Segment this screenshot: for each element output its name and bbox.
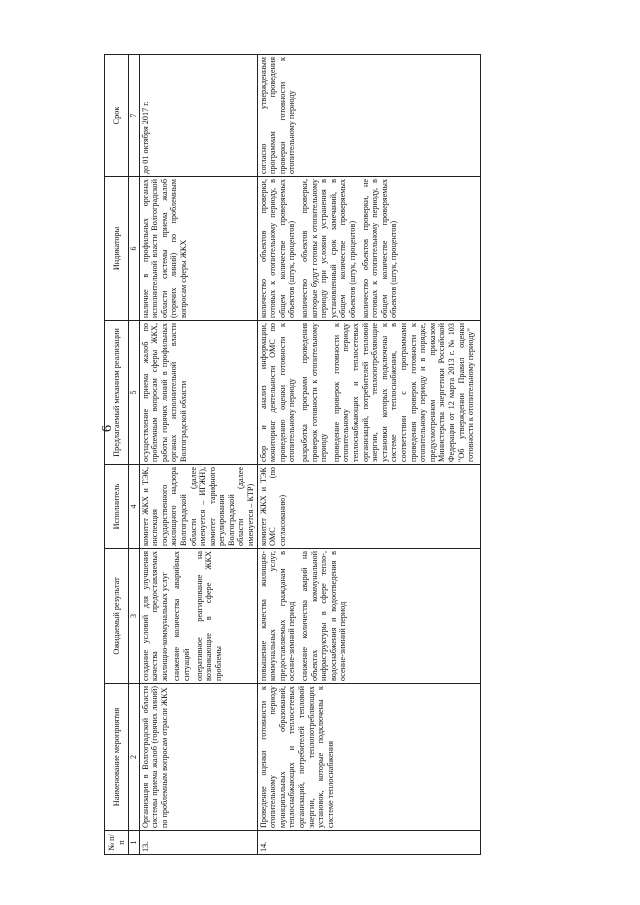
result-item: снижение количества аварий на объектах коммунальной инфраструктуры в сфере тепло-, водоснабжения и водоотведения в осенне-зимний период (300, 551, 348, 681)
rotated-table-area (104, 55, 640, 855)
row-number: 14. (257, 831, 480, 855)
column-number: 5 (129, 321, 139, 465)
mechanism-item: проведение проверок готовности к отопительному периоду теплоснабжающих и теплосетевых организаций, потребителей тепловой энергии, теплопотребляющие установки которых подключены к системе теплоснабжения, в соответствии с программами проведения проверок готовности к отопительному периоду и в порядке, предусмотренном приказом Министерства энергетики Российской Федерации от 12 марта 2013 г. № 103 "Об утверждении Правил оценки готовности к отопительному периоду" (331, 323, 476, 462)
result-item: создание условий для улучшения качества предоставляемых жилищно-коммунальных услуг (140, 551, 169, 681)
table-row-13 (139, 55, 257, 855)
column-number-row (129, 55, 139, 855)
indicators (257, 177, 480, 321)
column-number: 4 (129, 465, 139, 549)
header-result: Ожидаемый результат (105, 549, 129, 684)
column-number: 7 (129, 55, 139, 177)
mechanism-item: осуществление приема жалоб по проблемным вопросам сферы ЖКХ, работы горячих линий в профильных органах исполнительной власти Волгоградской области (140, 323, 188, 462)
indicator-item: количество объектов проверки, готовых к отопительному периоду, в общем количестве проверяемых объектов (штук, процентов) (258, 179, 297, 318)
expected-result (257, 549, 480, 684)
result-item: снижение количества аварийных ситуаций (172, 551, 191, 681)
executor: комитет ЖКХ и ТЭК, инспекция государственного жилищного надзора Волгоградской области (далее именуется – ИГЖН), комитет тарифного регулирования Волгоградской области (далее именуется – КТР) (139, 465, 257, 549)
measures-table (104, 54, 481, 855)
header-row (105, 55, 129, 855)
measure-name: Организация в Волгоградской области системы приема жалоб (горячих линий) по проблемным вопросам отрасли ЖКХ (139, 684, 257, 831)
indicator-item: количество объектов проверки, которые будут готовы к отопительному периоду при условии устранения в установленный срок замечаний, в общем количестве проверяемых объектов (штук, процентов) (300, 179, 358, 318)
header-indicators: Индикаторы (105, 177, 129, 321)
header-name: Наименование мероприятия (105, 684, 129, 831)
result-item: повышение качества жилищно-коммунальных услуг, предоставляемых гражданам в осенне-зимний период (258, 551, 297, 681)
measure-name: Проведение оценки готовности к отопительному периоду муниципальных образований, теплоснабжающих и теплосетевых организаций, потребителей тепловой энергии, теплопотребляющих установок, которые подключены к системе теплоснабжения (257, 684, 480, 831)
deadline: согласно утвержденным программам проведения проверки готовности к отопительному периоду (257, 55, 480, 177)
header-mechanism: Предлагаемый механизм реализации (105, 321, 129, 465)
mechanism-item: разработка программ проведения проверок готовности к отопительному периоду (300, 323, 329, 462)
deadline: до 01 октября 2017 г. (139, 55, 257, 177)
executor: комитет ЖКХ и ТЭК ОМС (по согласованию) (257, 465, 480, 549)
row-number: 13. (139, 831, 257, 855)
header-deadline: Срок (105, 55, 129, 177)
mechanism (257, 321, 480, 465)
page-number: 6 (100, 425, 115, 432)
column-number: 3 (129, 549, 139, 684)
table-row-14 (257, 55, 480, 855)
result-item: оперативное реагирование на возникающие в сфере ЖКХ проблемы (194, 551, 223, 681)
indicators (139, 177, 257, 321)
column-number: 1 (129, 831, 139, 855)
indicator-item: наличие в профильных органах исполнительной власти Волгоградской области системы приема жалоб (горячих линий) по проблемным вопросам сферы ЖКХ (140, 179, 188, 318)
mechanism (139, 321, 257, 465)
mechanism-item: сбор и анализ информации, мониторинг деятельности ОМС по проведению оценки готовности к отопительному периоду (258, 323, 297, 462)
header-num: № п/п (105, 831, 129, 855)
column-number: 2 (129, 684, 139, 831)
indicator-item: количество объектов проверки, не готовых к отопительному периоду, в общем количестве проверяемых объектов (штук, процентов) (360, 179, 399, 318)
header-executor: Исполнитель (105, 465, 129, 549)
column-number: 6 (129, 177, 139, 321)
expected-result (139, 549, 257, 684)
